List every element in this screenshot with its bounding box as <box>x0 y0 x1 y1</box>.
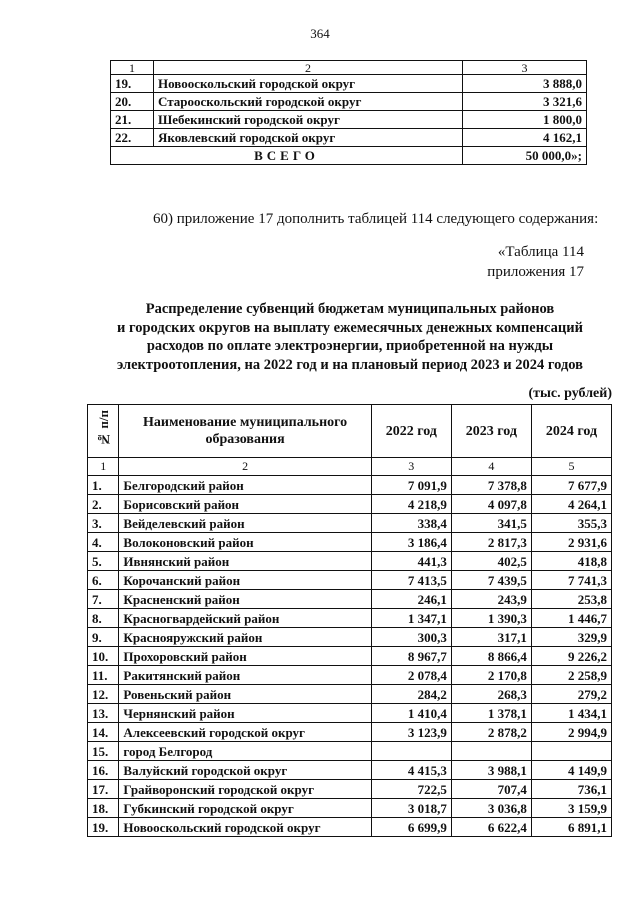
value-2024: 4 264,1 <box>531 495 611 514</box>
row-name: Белгородский район <box>119 476 371 495</box>
row-number: 19. <box>88 818 119 837</box>
row-value: 4 162,1 <box>463 129 587 147</box>
col-number: 2 <box>119 458 371 476</box>
table-row <box>88 533 612 552</box>
row-number: 1. <box>88 476 119 495</box>
column-numbers-row <box>88 458 612 476</box>
col-number: 1 <box>88 458 119 476</box>
value-2023: 6 622,4 <box>451 818 531 837</box>
row-number: 8. <box>88 609 119 628</box>
table-row <box>88 590 612 609</box>
row-number: 11. <box>88 666 119 685</box>
table-row <box>111 129 587 147</box>
row-value: 3 321,6 <box>463 93 587 111</box>
value-2022: 6 699,9 <box>371 818 451 837</box>
row-name: Краснояружский район <box>119 628 371 647</box>
value-2022: 8 967,7 <box>371 647 451 666</box>
table-row <box>88 704 612 723</box>
table-row <box>88 761 612 780</box>
value-2024: 279,2 <box>531 685 611 704</box>
table-row <box>88 495 612 514</box>
value-2022: 3 123,9 <box>371 723 451 742</box>
row-name: Старооскольский городской округ <box>154 93 463 111</box>
title-line: расходов по оплате электроэнергии, приобретенной на нужды <box>146 338 554 354</box>
header-number-text: № п/п <box>95 410 111 447</box>
value-2022: 338,4 <box>371 514 451 533</box>
row-number: 5. <box>88 552 119 571</box>
table-row <box>88 780 612 799</box>
value-2023: 2 878,2 <box>451 723 531 742</box>
row-number: 4. <box>88 533 119 552</box>
value-2024: 3 159,9 <box>531 799 611 818</box>
row-number: 17. <box>88 780 119 799</box>
document-title <box>60 300 640 374</box>
table-header-row <box>111 61 587 75</box>
value-2022: 3 018,7 <box>371 799 451 818</box>
row-name: Красногвардейский район <box>119 609 371 628</box>
row-name: Борисовский район <box>119 495 371 514</box>
row-name: Красненский район <box>119 590 371 609</box>
value-2024: 2 931,6 <box>531 533 611 552</box>
units-label: (тыс. рублей) <box>528 386 612 401</box>
page-number: 364 <box>310 26 330 41</box>
value-2023: 2 170,8 <box>451 666 531 685</box>
row-name: Новооскольский городской округ <box>119 818 371 837</box>
table-row <box>88 742 612 761</box>
distribution-table <box>87 404 612 837</box>
row-name: Ивнянский район <box>119 552 371 571</box>
col-number: 3 <box>463 61 587 75</box>
row-number: 12. <box>88 685 119 704</box>
value-2023: 7 439,5 <box>451 571 531 590</box>
value-2022: 441,3 <box>371 552 451 571</box>
value-2023: 1 390,3 <box>451 609 531 628</box>
value-2024: 9 226,2 <box>531 647 611 666</box>
value-2024: 355,3 <box>531 514 611 533</box>
title-line: и городских округов на выплату ежемесячных денежных компенсаций <box>117 319 583 336</box>
value-2024: 4 149,9 <box>531 761 611 780</box>
col-number: 1 <box>111 61 154 75</box>
table-row <box>88 514 612 533</box>
value-2022: 284,2 <box>371 685 451 704</box>
row-number: 9. <box>88 628 119 647</box>
row-number: 22. <box>111 129 154 147</box>
value-2024: 2 994,9 <box>531 723 611 742</box>
row-name: Чернянский район <box>119 704 371 723</box>
row-number: 10. <box>88 647 119 666</box>
value-2022: 4 415,3 <box>371 761 451 780</box>
value-2024 <box>531 742 611 761</box>
col-number: 4 <box>451 458 531 476</box>
value-2024: 1 434,1 <box>531 704 611 723</box>
value-2022: 246,1 <box>371 590 451 609</box>
value-2024: 736,1 <box>531 780 611 799</box>
value-2023: 1 378,1 <box>451 704 531 723</box>
row-value: 1 800,0 <box>463 111 587 129</box>
value-2022: 7 091,9 <box>371 476 451 495</box>
row-name: Грайворонский городской округ <box>119 780 371 799</box>
row-number: 2. <box>88 495 119 514</box>
header-2023: 2023 год <box>451 405 531 458</box>
value-2023 <box>451 742 531 761</box>
row-number: 19. <box>111 75 154 93</box>
row-name: Корочанский район <box>119 571 371 590</box>
value-2022: 4 218,9 <box>371 495 451 514</box>
header-name: Наименование муниципального образования <box>119 405 371 458</box>
table-header-row <box>88 405 612 458</box>
value-2022 <box>371 742 451 761</box>
value-2024: 1 446,7 <box>531 609 611 628</box>
paragraph-text: 60) приложение 17 дополнить таблицей 114 следующего содержания: <box>153 211 599 227</box>
value-2022: 1 410,4 <box>371 704 451 723</box>
value-2023: 3 988,1 <box>451 761 531 780</box>
total-row <box>111 147 587 165</box>
table-row <box>111 111 587 129</box>
total-value: 50 000,0»; <box>463 147 587 165</box>
row-name: город Белгород <box>119 742 371 761</box>
row-value: 3 888,0 <box>463 75 587 93</box>
row-name: Вейделевский район <box>119 514 371 533</box>
row-name: Ракитянский район <box>119 666 371 685</box>
row-number: 21. <box>111 111 154 129</box>
title-line: Распределение субвенций бюджетам муниципальных районов <box>145 301 555 317</box>
table-row <box>88 799 612 818</box>
value-2024: 418,8 <box>531 552 611 571</box>
row-name: Алексеевский городской округ <box>119 723 371 742</box>
row-name: Прохоровский район <box>119 647 371 666</box>
row-name: Шебекинский городской округ <box>154 111 463 129</box>
table-ref-line: «Таблица 114 <box>497 244 584 260</box>
title-line: электроотопления, на 2022 год и на плановый период 2023 и 2024 годов <box>116 356 584 373</box>
header-2022: 2022 год <box>371 405 451 458</box>
value-2024: 329,9 <box>531 628 611 647</box>
table-row <box>88 628 612 647</box>
table-row <box>88 476 612 495</box>
row-number: 15. <box>88 742 119 761</box>
value-2023: 317,1 <box>451 628 531 647</box>
value-2022: 1 347,1 <box>371 609 451 628</box>
value-2024: 253,8 <box>531 590 611 609</box>
value-2024: 7 677,9 <box>531 476 611 495</box>
value-2023: 268,3 <box>451 685 531 704</box>
row-name: Валуйский городской округ <box>119 761 371 780</box>
row-name: Новооскольский городской округ <box>154 75 463 93</box>
table-row <box>88 609 612 628</box>
header-number <box>88 405 119 458</box>
table-row <box>88 666 612 685</box>
row-number: 20. <box>111 93 154 111</box>
value-2023: 2 817,3 <box>451 533 531 552</box>
table-ref-line: приложения 17 <box>487 264 584 280</box>
table-row <box>88 647 612 666</box>
row-name: Волоконовский район <box>119 533 371 552</box>
continued-table <box>110 60 587 165</box>
table-reference <box>487 242 584 282</box>
table-row <box>88 818 612 837</box>
value-2024: 7 741,3 <box>531 571 611 590</box>
value-2023: 402,5 <box>451 552 531 571</box>
value-2022: 300,3 <box>371 628 451 647</box>
value-2024: 2 258,9 <box>531 666 611 685</box>
table-row <box>88 571 612 590</box>
row-number: 16. <box>88 761 119 780</box>
value-2024: 6 891,1 <box>531 818 611 837</box>
table-row <box>111 75 587 93</box>
value-2023: 341,5 <box>451 514 531 533</box>
table-row <box>111 93 587 111</box>
row-number: 13. <box>88 704 119 723</box>
row-number: 3. <box>88 514 119 533</box>
value-2022: 3 186,4 <box>371 533 451 552</box>
table-row <box>88 685 612 704</box>
total-label: ВСЕГО <box>111 147 463 165</box>
col-number: 3 <box>371 458 451 476</box>
col-number: 5 <box>531 458 611 476</box>
value-2023: 7 378,8 <box>451 476 531 495</box>
row-name: Губкинский городской округ <box>119 799 371 818</box>
row-name: Ровеньский район <box>119 685 371 704</box>
value-2022: 722,5 <box>371 780 451 799</box>
value-2023: 4 097,8 <box>451 495 531 514</box>
row-number: 6. <box>88 571 119 590</box>
row-name: Яковлевский городской округ <box>154 129 463 147</box>
row-number: 14. <box>88 723 119 742</box>
row-number: 18. <box>88 799 119 818</box>
col-number: 2 <box>154 61 463 75</box>
table-row <box>88 723 612 742</box>
header-2024: 2024 год <box>531 405 611 458</box>
value-2023: 8 866,4 <box>451 647 531 666</box>
row-number: 7. <box>88 590 119 609</box>
value-2022: 2 078,4 <box>371 666 451 685</box>
value-2023: 243,9 <box>451 590 531 609</box>
value-2023: 3 036,8 <box>451 799 531 818</box>
value-2022: 7 413,5 <box>371 571 451 590</box>
table-row <box>88 552 612 571</box>
value-2023: 707,4 <box>451 780 531 799</box>
